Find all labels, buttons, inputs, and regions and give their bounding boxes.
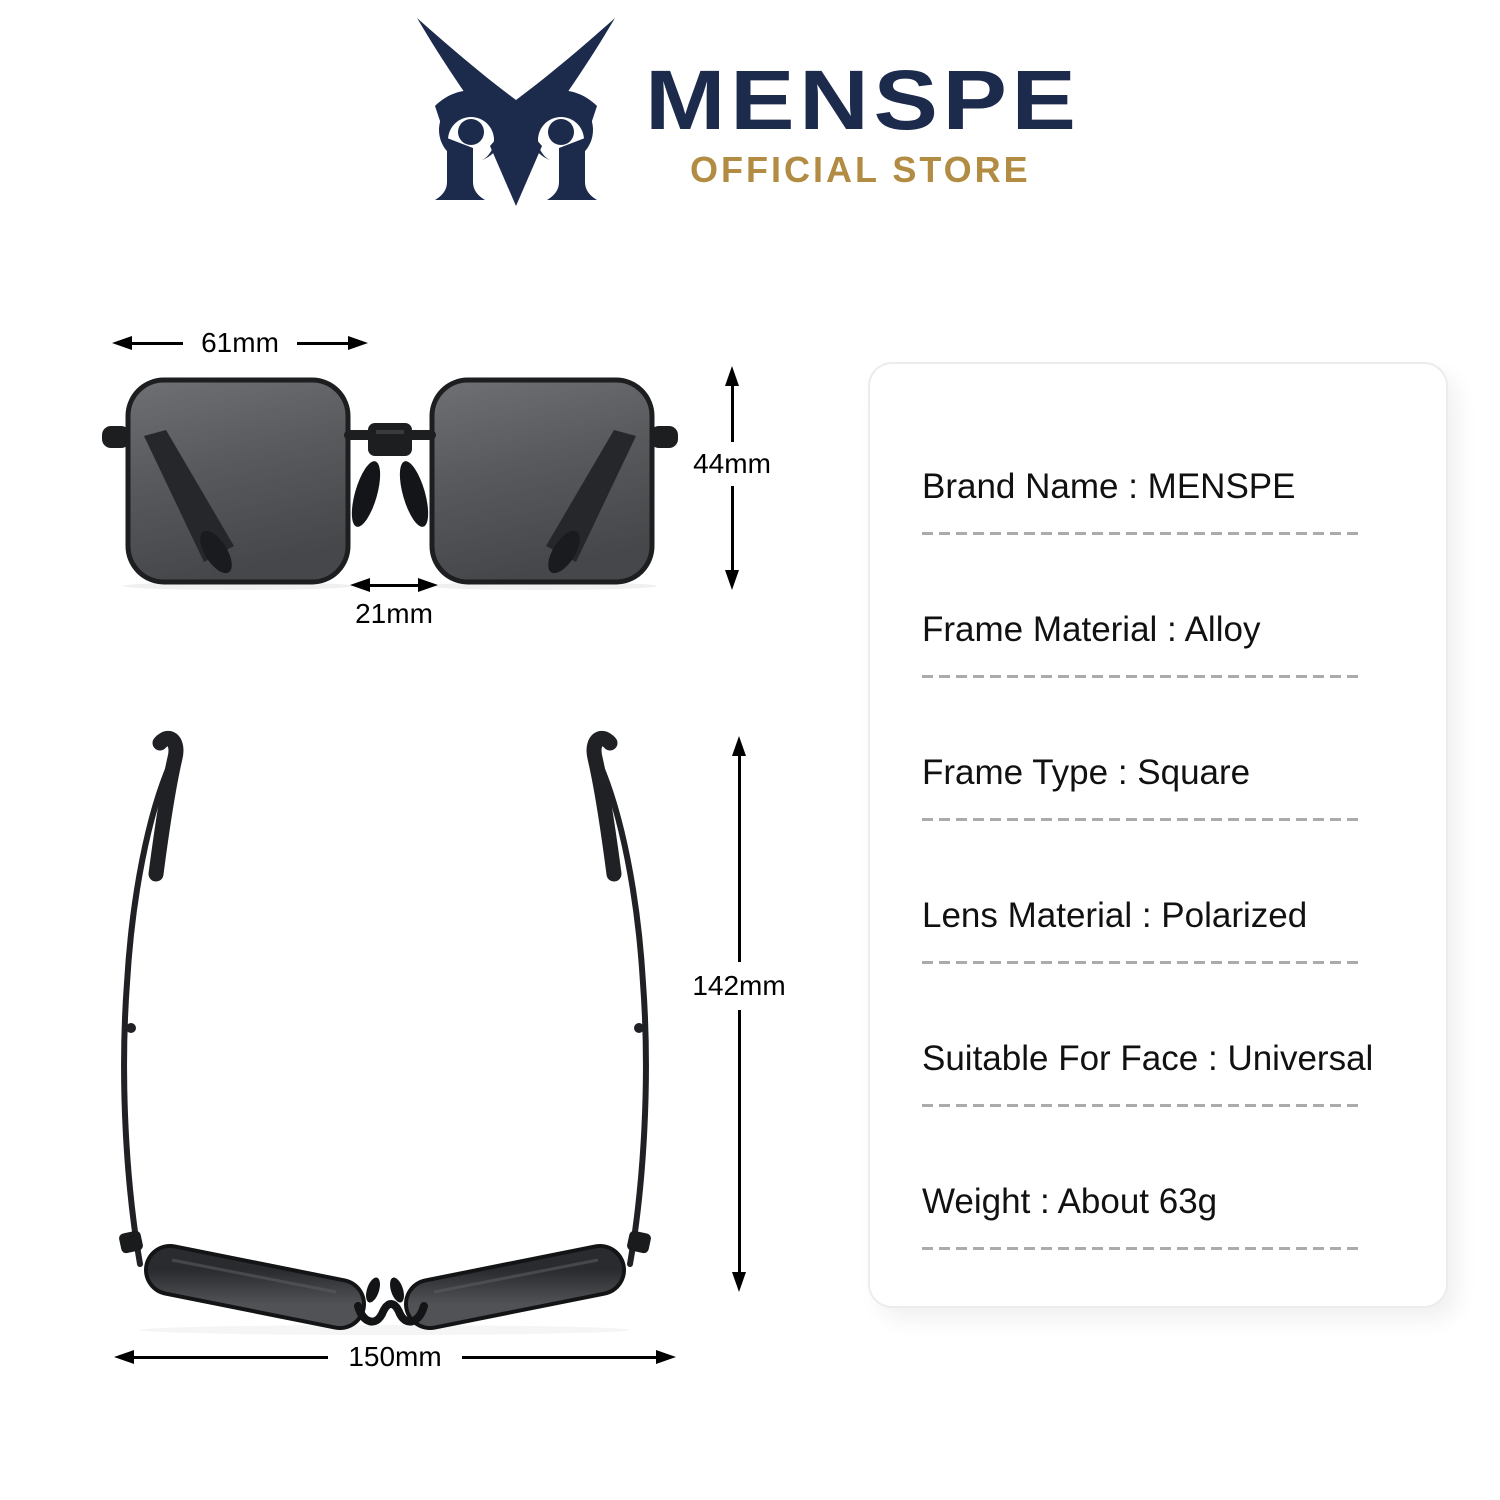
spec-text: Weight : About 63g — [922, 1182, 1218, 1221]
owl-logo-icon — [408, 10, 624, 210]
spec-row-weight — [922, 1149, 1363, 1292]
dim-line — [738, 1010, 741, 1272]
arrow-right-icon — [418, 578, 438, 592]
dim-line — [731, 386, 734, 442]
dim-bridge-arrow — [350, 577, 438, 593]
spec-list — [922, 434, 1374, 1292]
dim-frame-width — [114, 1340, 676, 1374]
arrow-down-icon — [732, 1272, 746, 1292]
dim-line — [132, 342, 183, 345]
arrow-left-icon — [350, 578, 370, 592]
spec-row-frame-type — [922, 720, 1363, 863]
arrow-right-icon — [656, 1350, 676, 1364]
spec-divider — [922, 675, 1363, 678]
dim-line — [462, 1356, 656, 1359]
spec-text: Lens Material : Polarized — [922, 896, 1308, 935]
dim-temple-length-label: 142mm — [692, 970, 786, 1002]
spec-panel — [868, 362, 1448, 1308]
spec-divider — [922, 1247, 1363, 1250]
dim-lens-height-label: 44mm — [693, 448, 771, 480]
spec-text: Brand Name : MENSPE — [922, 467, 1296, 506]
spec-text: Frame Material : Alloy — [922, 610, 1261, 649]
arrow-down-icon — [725, 570, 739, 590]
sunglasses-top-image — [70, 728, 700, 1342]
spec-row-frame-material — [922, 577, 1363, 720]
spec-row-lens-material — [922, 863, 1363, 1006]
arrow-up-icon — [725, 366, 739, 386]
dim-line — [738, 756, 741, 962]
dim-lens-width-label: 61mm — [201, 327, 279, 358]
spec-divider — [922, 818, 1363, 821]
dim-lens-width — [112, 326, 368, 360]
brand-tagline: OFFICIAL STORE — [690, 149, 1031, 190]
dim-line — [297, 342, 348, 345]
spec-divider — [922, 961, 1363, 964]
arrow-right-icon — [348, 336, 368, 350]
arrow-up-icon — [732, 736, 746, 756]
spec-row-suitable-face — [922, 1006, 1374, 1149]
arrow-left-icon — [112, 336, 132, 350]
spec-text: Frame Type : Square — [922, 753, 1251, 792]
brand-wordmark: MENSPE — [645, 53, 1081, 147]
dim-bridge-label: 21mm — [355, 598, 433, 629]
dim-frame-width-label: 150mm — [348, 1341, 442, 1372]
spec-row-brand-name — [922, 434, 1363, 577]
dim-line — [134, 1356, 328, 1359]
spec-text: Suitable For Face : Universal — [922, 1039, 1374, 1078]
dim-temple-length — [664, 736, 814, 1292]
spec-divider — [922, 532, 1363, 535]
sunglasses-front-image — [98, 370, 682, 592]
arrow-left-icon — [114, 1350, 134, 1364]
dim-lens-height — [664, 366, 800, 590]
spec-divider — [922, 1104, 1363, 1107]
dim-line — [731, 486, 734, 570]
dim-line — [370, 584, 418, 587]
